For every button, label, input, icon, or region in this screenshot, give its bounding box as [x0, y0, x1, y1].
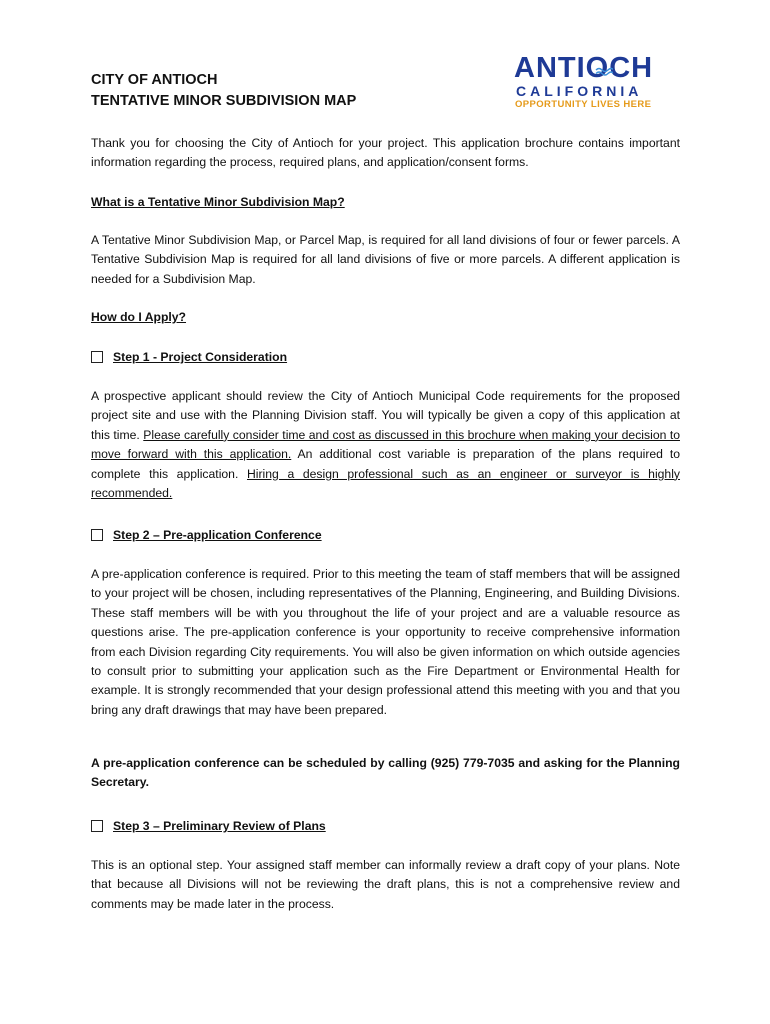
step-1-text-underlined-2: Hiring a design professional such as an engineer or surveyor is highly recommended. — [91, 466, 681, 501]
step-2-row — [91, 525, 322, 545]
step-1-text-a: A prospective applicant should review the City of Antioch Municipal Code requirements for the proposed project site and use with the Planning Division staff. You will typically be given a copy of this application at this time. — [91, 389, 680, 442]
step-1-label: Step 1 - Project Consideration — [113, 350, 288, 364]
logo-state: CALIFORNIA — [516, 83, 643, 99]
title-line-2: TENTATIVE MINOR SUBDIVISION MAP — [91, 93, 357, 109]
logo-tagline: OPPORTUNITY LIVES HERE — [515, 99, 652, 110]
step-2-paragraph: A pre-application conference is required. Prior to this meeting the team of staff members that will be assigned to your project will be chosen, including representatives of the Planning, Engineering, and Building Divisions. These staff members will be with you throughout the life of your project and are a valuable resource as questions arise. The pre-application conference is your opportunity to receive comprehensive information from each Division regarding City requirements. You will also be given information on which outside agencies to consult prior to submitting your application such as the Fire Department or Environmental Health for example. It is strongly recommended that your design professional attend this meeting with you and that you bring any draft drawings that may have been prepared. — [91, 567, 680, 717]
what-heading: What is a Tentative Minor Subdivision Map? — [91, 195, 345, 209]
wave-icon — [595, 65, 613, 77]
title-line-1: CITY OF ANTIOCH — [91, 72, 218, 88]
antioch-logo — [514, 53, 664, 113]
step-3-paragraph: This is an optional step. Your assigned staff member can informally review a draft copy of your plans. Note that because all Divisions will not be reviewing the draft plans, this is not a comprehensive review and comments may be made later in the process. — [91, 858, 680, 911]
step-2-note: A pre-application conference can be scheduled by calling (925) 779-7035 and asking for the Planning Secretary. — [91, 756, 680, 790]
step-2-checkbox[interactable] — [91, 529, 103, 541]
step-1-text-underlined-1: Please carefully consider time and cost as discussed in this brochure when making your decision to move forward with this application. — [91, 427, 680, 462]
step-1-paragraph — [91, 387, 680, 503]
step-1-text-b: An additional cost variable is preparation of the plans required to complete this application. — [91, 447, 680, 481]
step-1-row — [91, 347, 287, 367]
step-2-label: Step 2 – Pre-application Conference — [113, 528, 322, 542]
what-paragraph: A Tentative Minor Subdivision Map, or Parcel Map, is required for all land divisions of four or fewer parcels. A Tentative Subdivision Map is required for all land divisions of five or more parcels. A different application is needed for a Subdivision Map. — [91, 233, 680, 286]
step-1-checkbox[interactable] — [91, 351, 103, 363]
step-3-label: Step 3 – Preliminary Review of Plans — [113, 819, 326, 833]
how-heading: How do I Apply? — [91, 310, 187, 324]
step-3-row — [91, 816, 326, 836]
step-3-checkbox[interactable] — [91, 820, 103, 832]
logo-name: ANTIOCH — [514, 52, 654, 84]
intro-paragraph: Thank you for choosing the City of Antioch for your project. This application brochure contains important information regarding the process, required plans, and application/consent forms. — [91, 136, 680, 170]
page-title — [91, 70, 356, 112]
